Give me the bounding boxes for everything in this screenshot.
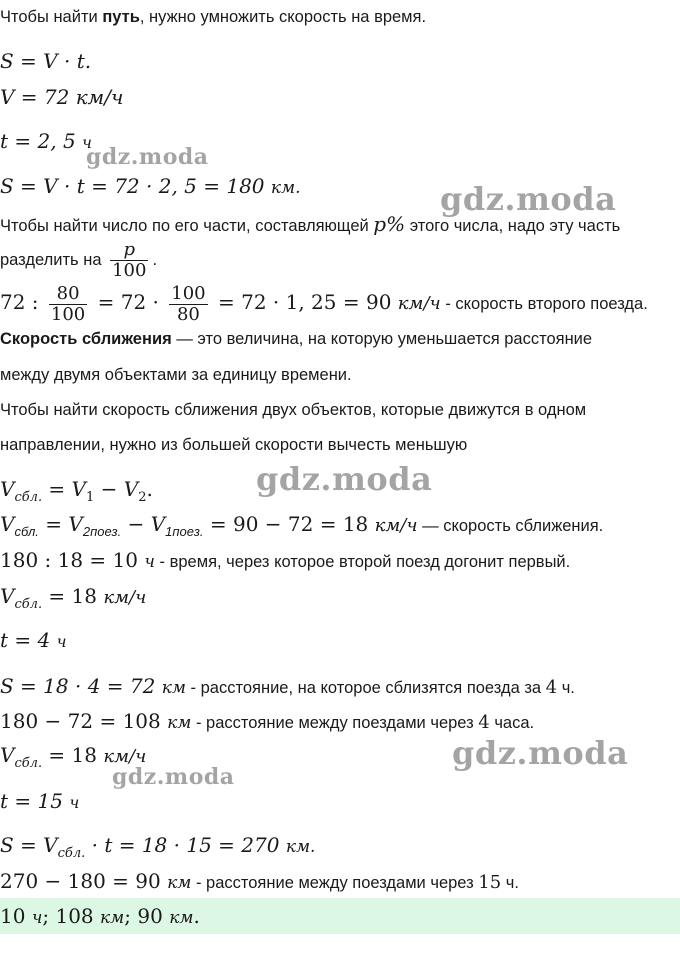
intro-bold-term: путь xyxy=(102,8,140,26)
block1-diff xyxy=(0,710,534,734)
block2-s-math2: · t = 18 · 15 = 270 xyxy=(85,833,286,857)
watermark: gdz.moda xyxy=(452,734,629,772)
formula-s-result xyxy=(0,175,301,199)
vsb-calc-sub-2poez: 2поез. xyxy=(82,524,122,539)
answer-value3: ; 90 xyxy=(124,904,170,928)
answer-value1: 10 xyxy=(0,904,32,928)
watermark: gdz.moda xyxy=(112,764,235,790)
block1-diff-math: 180 − 72 = 108 xyxy=(0,709,168,733)
speed-second-train xyxy=(0,278,648,328)
formula-v-unit: км/ч xyxy=(75,85,124,109)
percent-rule-line2 xyxy=(0,238,157,282)
vsb-calc-sub-1poez: 1поез. xyxy=(165,524,204,539)
speed2-unit: км/ч xyxy=(397,293,441,314)
vsb-end: . xyxy=(146,477,153,501)
formula-vsb-general xyxy=(0,478,153,509)
answer-text xyxy=(0,905,200,929)
formula-v xyxy=(0,86,123,108)
fraction-numerator: p xyxy=(123,239,136,261)
block1-vsb-unit: км/ч xyxy=(103,587,147,608)
block1-s-desc1: - расстояние, на которое сблизятся поезда за xyxy=(185,679,546,697)
block2-vsb-rest: = 18 xyxy=(42,743,104,767)
rule-line1: Чтобы найти скорость сближения двух объектов, которые движутся в одном xyxy=(0,401,587,419)
vsb-calc-unit: км/ч xyxy=(374,515,418,536)
vsb-sub2: 2 xyxy=(138,490,147,505)
block1-diff-desc1: - расстояние между поездами через xyxy=(191,714,479,732)
block2-diff xyxy=(0,870,519,894)
block1-vsb-v: V xyxy=(0,584,15,608)
vsb-calc-v: V xyxy=(0,512,15,536)
block1-diff-desc2: часа. xyxy=(489,714,535,732)
vsb-eq: = V xyxy=(42,477,86,501)
block2-diff-num: 15 xyxy=(478,872,502,893)
block2-vsb-v: V xyxy=(0,743,15,767)
formula-s-vt: S = V · t. xyxy=(0,49,92,73)
formula-v-lhs: V = 72 xyxy=(0,85,76,109)
fraction-denominator: 100 xyxy=(50,304,86,326)
fraction-denominator: 100 xyxy=(112,260,147,282)
block2-t-lhs: t = 15 xyxy=(0,789,70,813)
block2-s-unit: км. xyxy=(285,837,316,857)
block1-vsb-sub: сбл. xyxy=(14,597,43,612)
formula-t-unit: ч xyxy=(82,133,92,152)
vsb-calc-sub: сбл. xyxy=(14,524,39,539)
vsb-sub: сбл. xyxy=(14,490,43,505)
intro-pre: Чтобы найти xyxy=(0,8,103,26)
definition-line1 xyxy=(0,328,592,350)
definition-term: Скорость сближения xyxy=(0,330,172,348)
percent-var: p% xyxy=(373,212,406,236)
block2-diff-desc2: ч. xyxy=(501,874,519,892)
block1-s-math: S = 18 · 4 = 72 xyxy=(0,674,162,698)
time-calc xyxy=(0,549,570,573)
block2-t xyxy=(0,790,79,814)
formula-t xyxy=(0,130,92,154)
block2-diff-desc1: - расстояние между поездами через xyxy=(191,874,479,892)
block2-diff-math: 270 − 180 = 90 xyxy=(0,869,168,893)
block1-vsb-rest: = 18 xyxy=(42,584,104,608)
answer-unit1: ч xyxy=(31,908,43,928)
intro-text xyxy=(0,6,426,28)
percent-rule-text2: этого числа, надо эту часть xyxy=(405,217,621,235)
speed2-desc: - скорость второго поезда. xyxy=(440,295,648,313)
block1-s-desc2: ч. xyxy=(557,679,575,697)
block2-t-unit: ч xyxy=(69,793,80,812)
vsb-calc-rest: = 90 − 72 = 18 xyxy=(203,512,375,536)
fraction-100-80 xyxy=(169,284,207,325)
answer-end: . xyxy=(193,904,200,928)
block1-t-lhs: t = 4 xyxy=(0,628,57,652)
fraction-p-100 xyxy=(110,240,148,281)
vsb-calc-minus: − V xyxy=(121,512,166,536)
speed2-lhs: 72 : xyxy=(0,290,45,314)
definition-rest: — это величина, на которую уменьшается расстояние xyxy=(171,330,593,348)
percent-rule-text3: разделить на xyxy=(0,251,107,269)
fraction-80-100 xyxy=(49,284,87,325)
vsb-sub1: 1 xyxy=(86,490,95,505)
block1-s-unit: км xyxy=(161,678,186,698)
vsb-minus: − V xyxy=(94,477,139,501)
formula-vsb-calc xyxy=(0,513,603,543)
block2-s-sub: сбл. xyxy=(57,846,86,861)
rule-line2: направлении, нужно из большей скорости вычесть меньшую xyxy=(0,436,468,454)
percent-rule-text1: Чтобы найти число по его части, составляющей xyxy=(0,217,374,235)
fraction-numerator: 100 xyxy=(171,283,206,305)
time-calc-math: 180 : 18 = 10 xyxy=(0,548,145,572)
time-calc-unit: ч xyxy=(144,552,155,572)
block2-s-math1: S = V xyxy=(0,833,58,857)
formula-s-result-lhs: S = V · t = 72 · 2, 5 = 180 xyxy=(0,174,271,198)
block1-diff-unit: км xyxy=(167,713,192,733)
watermark: gdz.moda xyxy=(256,460,433,498)
formula-t-lhs: t = 2, 5 xyxy=(0,129,83,153)
answer-value2: ; 108 xyxy=(42,904,101,928)
block2-vsb-sub: сбл. xyxy=(14,756,43,771)
block1-diff-num: 4 xyxy=(478,712,490,733)
intro-post: , нужно умножить скорость на время. xyxy=(139,8,427,26)
answer-unit3: км xyxy=(169,908,194,928)
fraction-denominator: 80 xyxy=(169,304,207,325)
block1-s-num: 4 xyxy=(545,677,558,698)
formula-s-result-unit: км. xyxy=(270,178,301,198)
speed2-mid1: = 72 · xyxy=(91,290,166,314)
vsb-calc-eq: = V xyxy=(38,512,83,536)
block1-t xyxy=(0,629,67,653)
percent-rule-end: . xyxy=(152,251,158,269)
vsb-calc-desc: — скорость сближения. xyxy=(417,517,604,535)
block1-s xyxy=(0,675,575,699)
fraction-numerator: 80 xyxy=(56,283,80,305)
block1-t-unit: ч xyxy=(56,632,67,651)
watermark: gdz.moda xyxy=(440,180,617,218)
speed2-mid2: = 72 · 1, 25 = 90 xyxy=(211,290,398,314)
watermark: gdz.moda xyxy=(86,144,209,170)
block2-s xyxy=(0,834,315,865)
answer-unit2: км xyxy=(100,908,125,928)
block1-vsb xyxy=(0,585,146,616)
vsb-v: V xyxy=(0,477,15,501)
block2-diff-unit: км xyxy=(167,873,192,893)
time-calc-desc: - время, через которое второй поезд догонит первый. xyxy=(154,553,571,571)
block2-vsb-unit: км/ч xyxy=(103,746,147,767)
definition-line2: между двумя объектами за единицу времени. xyxy=(0,366,352,384)
